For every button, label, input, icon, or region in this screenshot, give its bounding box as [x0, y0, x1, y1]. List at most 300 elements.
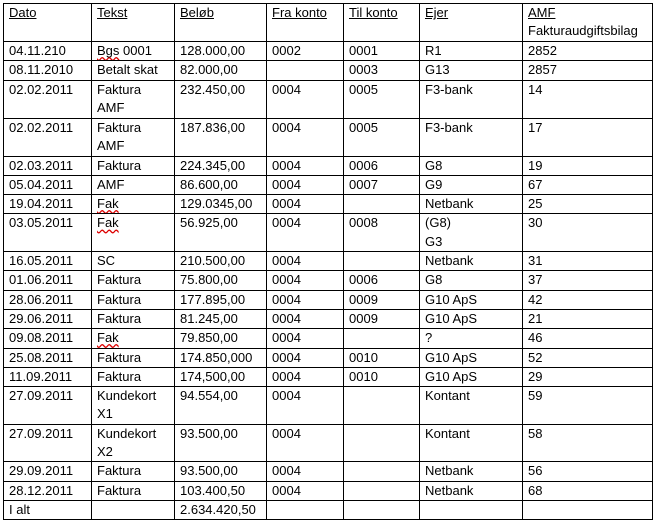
cell-fra-konto [267, 462, 344, 481]
cell-amf-text: 37 [528, 272, 543, 288]
cell-dato [4, 348, 92, 367]
cell-ejer [420, 271, 523, 290]
cell-belob [175, 481, 267, 500]
cell-fra-konto [267, 118, 344, 156]
table-row [4, 61, 653, 80]
cell-belob [175, 42, 267, 61]
cell-ejer-text: G10 ApS [425, 368, 478, 384]
cell-belob [175, 118, 267, 156]
cell-tekst-text: Faktura [97, 81, 142, 97]
header-dato: Dato [4, 4, 92, 42]
cell-ejer-text: G9 [425, 176, 443, 192]
cell-til-konto-text: 0006 [349, 157, 378, 173]
total-row [4, 500, 653, 519]
cell-tekst [92, 271, 175, 290]
header-fra-konto: Fra konto [267, 4, 344, 42]
cell-tekst-text: Kundekort [97, 388, 157, 404]
cell-amf [523, 424, 653, 462]
cell-dato [4, 271, 92, 290]
table-row [4, 195, 653, 214]
cell-amf [523, 462, 653, 481]
cell-ejer [420, 252, 523, 271]
cell-amf-text: 25 [528, 196, 543, 212]
cell-amf [523, 271, 653, 290]
cell-ejer [420, 462, 523, 481]
cell-amf-text: 58 [528, 425, 543, 441]
cell-tekst-text: Faktura [97, 157, 142, 173]
cell-dato [4, 367, 92, 386]
cell-ejer-text: G10 ApS [425, 310, 478, 326]
cell-dato [4, 195, 92, 214]
cell-belob-text: 174,500,00 [180, 368, 246, 384]
cell-dato-text: 29.06.2011 [9, 310, 74, 326]
cell-tekst-line2: X1 [97, 406, 113, 422]
cell-belob-text: 56.925,00 [180, 215, 238, 231]
cell-ejer [420, 156, 523, 175]
cell-dato [4, 290, 92, 309]
cell-fra-konto [267, 367, 344, 386]
cell-til-konto [344, 481, 420, 500]
cell-tekst [92, 156, 175, 175]
cell-dato-text: 16.05.2011 [9, 253, 74, 269]
cell-ejer-text: G13 [425, 62, 450, 78]
cell-tekst-rest: 0001 [119, 43, 152, 58]
cell-dato-text: 01.06.2011 [9, 272, 74, 288]
cell-belob [175, 424, 267, 462]
cell-dato-text: 28.12.2011 [9, 482, 74, 498]
cell-fra-konto [267, 252, 344, 271]
cell-amf [523, 61, 653, 80]
cell-til-konto-text: 0009 [349, 310, 378, 326]
cell-dato [4, 118, 92, 156]
cell-belob-text: 174.850,000 [180, 349, 253, 365]
cell-amf [523, 156, 653, 175]
cell-tekst-text: Kundekort [97, 425, 157, 441]
cell-tekst-text: AMF [97, 176, 125, 192]
cell-amf [523, 118, 653, 156]
table-row [4, 118, 653, 156]
table-row [4, 348, 653, 367]
cell-fra-konto [267, 309, 344, 328]
cell-til-konto [344, 252, 420, 271]
cell-tekst [92, 367, 175, 386]
cell-tekst [92, 195, 175, 214]
cell-ejer [420, 348, 523, 367]
table-row [4, 309, 653, 328]
cell-belob [175, 329, 267, 348]
cell-ejer-text: (G8) [425, 215, 451, 231]
cell-fra-konto [267, 271, 344, 290]
cell-tekst [92, 424, 175, 462]
cell-dato [4, 252, 92, 271]
cell-dato-text: 19.04.2011 [9, 196, 74, 212]
cell-ejer [420, 195, 523, 214]
cell-til-konto-text: 0006 [349, 272, 378, 288]
cell-amf-text: 2857 [528, 62, 557, 78]
cell-til-konto-text: 0008 [349, 215, 378, 231]
table-row [4, 214, 653, 252]
cell-ejer [420, 175, 523, 194]
cell-belob [175, 195, 267, 214]
cell-dato [4, 424, 92, 462]
cell-ejer-line2: G3 [425, 233, 443, 249]
cell-tekst-text [97, 43, 152, 58]
cell-fra-konto-text: 0004 [272, 330, 301, 346]
cell-ejer [420, 80, 523, 118]
cell-ejer [420, 118, 523, 156]
cell-belob-text: 81.245,00 [180, 310, 238, 326]
cell-dato-text: 29.09.2011 [9, 463, 74, 479]
cell-til-konto-text: 0003 [349, 62, 378, 78]
cell-amf-text: 56 [528, 463, 543, 479]
total-blank [267, 500, 344, 519]
cell-fra-konto-text: 0004 [272, 215, 301, 231]
cell-amf-text: 29 [528, 368, 543, 384]
cell-ejer [420, 309, 523, 328]
cell-dato-text: 09.08.2011 [9, 330, 74, 346]
cell-amf-text: 67 [528, 176, 543, 192]
cell-fra-konto [267, 175, 344, 194]
cell-amf-text: 52 [528, 349, 543, 365]
cell-til-konto [344, 329, 420, 348]
cell-amf [523, 290, 653, 309]
cell-til-konto-text: 0005 [349, 81, 378, 97]
cell-belob [175, 175, 267, 194]
cell-dato [4, 309, 92, 328]
cell-fra-konto [267, 156, 344, 175]
cell-ejer [420, 367, 523, 386]
cell-tekst-text: Fak [97, 330, 119, 346]
cell-tekst-text: Fak [97, 196, 119, 212]
cell-belob-text: 224.345,00 [180, 157, 246, 173]
cell-amf [523, 367, 653, 386]
cell-til-konto [344, 118, 420, 156]
cell-ejer [420, 290, 523, 309]
cell-amf [523, 175, 653, 194]
cell-fra-konto-text: 0002 [272, 43, 301, 58]
cell-belob-text: 86.600,00 [180, 176, 238, 192]
cell-amf-text: 21 [528, 310, 543, 326]
cell-belob [175, 309, 267, 328]
cell-fra-konto-text: 0004 [272, 253, 301, 269]
cell-ejer [420, 214, 523, 252]
cell-fra-konto-text: 0004 [272, 196, 301, 212]
cell-tekst [92, 175, 175, 194]
cell-tekst [92, 80, 175, 118]
ledger-table [3, 3, 653, 520]
cell-til-konto-text: 0009 [349, 291, 378, 307]
cell-belob [175, 367, 267, 386]
cell-ejer [420, 481, 523, 500]
cell-til-konto [344, 462, 420, 481]
cell-amf [523, 195, 653, 214]
header-amf: AMF Fakturaudgiftsbilag [523, 4, 653, 42]
cell-til-konto [344, 367, 420, 386]
cell-fra-konto-text: 0004 [272, 291, 301, 307]
cell-ejer [420, 42, 523, 61]
cell-belob-text: 187.836,00 [180, 119, 246, 135]
cell-tekst-text: Faktura [97, 291, 142, 307]
cell-tekst-text: Faktura [97, 368, 142, 384]
cell-belob [175, 252, 267, 271]
cell-til-konto [344, 271, 420, 290]
cell-fra-konto [267, 195, 344, 214]
cell-til-konto [344, 424, 420, 462]
cell-tekst-text: Faktura [97, 349, 142, 365]
cell-tekst-text: Faktura [97, 482, 142, 498]
cell-amf [523, 252, 653, 271]
cell-belob [175, 462, 267, 481]
cell-ejer-text: Netbank [425, 196, 474, 212]
cell-belob [175, 214, 267, 252]
cell-dato [4, 61, 92, 80]
cell-ejer-text: Kontant [425, 388, 470, 404]
cell-amf-text: 19 [528, 157, 543, 173]
cell-amf [523, 80, 653, 118]
cell-ejer-text: G10 ApS [425, 349, 478, 365]
cell-belob-text: 210.500,00 [180, 253, 246, 269]
cell-fra-konto-text: 0004 [272, 368, 301, 384]
cell-dato-text: 11.09.2011 [9, 368, 73, 384]
cell-fra-konto-text: 0004 [272, 388, 301, 404]
cell-tekst [92, 309, 175, 328]
cell-tekst-text: Faktura [97, 310, 142, 326]
cell-til-konto [344, 348, 420, 367]
cell-dato [4, 80, 92, 118]
cell-tekst-line2: X2 [97, 444, 113, 460]
cell-belob-text: 82.000,00 [180, 62, 238, 78]
cell-dato [4, 175, 92, 194]
cell-amf [523, 42, 653, 61]
cell-ejer [420, 424, 523, 462]
cell-tekst-text: Fak [97, 215, 119, 231]
cell-dato [4, 156, 92, 175]
cell-dato-text: 28.06.2011 [9, 291, 74, 307]
cell-fra-konto [267, 424, 344, 462]
total-amount: 2.634.420,50 [175, 500, 267, 519]
cell-fra-konto-text: 0004 [272, 81, 301, 97]
cell-belob [175, 387, 267, 425]
cell-tekst [92, 348, 175, 367]
cell-belob-text: 75.800,00 [180, 272, 238, 288]
cell-ejer-text: Netbank [425, 482, 474, 498]
cell-dato-text: 02.03.2011 [9, 157, 74, 173]
cell-dato [4, 462, 92, 481]
cell-amf [523, 214, 653, 252]
cell-dato [4, 481, 92, 500]
cell-dato-text: 25.08.2011 [9, 349, 74, 365]
cell-tekst [92, 214, 175, 252]
cell-fra-konto-text: 0004 [272, 272, 301, 288]
cell-til-konto-text: 0005 [349, 119, 378, 135]
cell-til-konto-text: 0001 [349, 43, 378, 58]
cell-til-konto-text: 0007 [349, 176, 378, 192]
cell-belob-text: 129.0345,00 [180, 196, 253, 212]
table-row [4, 387, 653, 425]
cell-tekst-word: Bgs [97, 43, 120, 58]
cell-tekst-text: SC [97, 253, 116, 269]
cell-til-konto [344, 290, 420, 309]
total-blank [420, 500, 523, 519]
table-row [4, 42, 653, 61]
cell-fra-konto [267, 329, 344, 348]
cell-ejer-text: ? [425, 330, 433, 346]
total-blank [344, 500, 420, 519]
cell-belob [175, 156, 267, 175]
cell-tekst-line2: AMF [97, 137, 125, 153]
cell-ejer-text: Netbank [425, 253, 474, 269]
header-fakturaudgiftsbilag: Fakturaudgiftsbilag [528, 23, 638, 39]
cell-fra-konto [267, 42, 344, 61]
cell-til-konto-text: 0010 [349, 368, 378, 384]
cell-til-konto [344, 195, 420, 214]
cell-tekst [92, 252, 175, 271]
cell-belob-text: 93.500,00 [180, 463, 238, 479]
cell-amf-text: 59 [528, 388, 543, 404]
cell-amf-text: 30 [528, 215, 543, 231]
cell-amf [523, 481, 653, 500]
cell-belob-text: 93.500,00 [180, 425, 238, 441]
cell-fra-konto-text: 0004 [272, 349, 301, 365]
cell-amf-text: 46 [528, 330, 543, 346]
cell-ejer-text: G10 ApS [425, 291, 478, 307]
cell-tekst [92, 462, 175, 481]
cell-til-konto [344, 80, 420, 118]
table-row [4, 424, 653, 462]
cell-belob [175, 80, 267, 118]
cell-amf [523, 329, 653, 348]
cell-til-konto [344, 175, 420, 194]
cell-belob-text: 177.895,00 [180, 291, 246, 307]
cell-dato [4, 387, 92, 425]
cell-fra-konto [267, 214, 344, 252]
cell-ejer-text: F3-bank [425, 81, 473, 97]
table-row [4, 252, 653, 271]
cell-til-konto-text: 0010 [349, 349, 378, 365]
cell-amf-text: 68 [528, 482, 543, 498]
cell-fra-konto [267, 387, 344, 425]
cell-belob-text: 232.450,00 [180, 81, 246, 97]
cell-ejer-text: Netbank [425, 463, 474, 479]
cell-fra-konto-text: 0004 [272, 310, 301, 326]
cell-til-konto [344, 156, 420, 175]
cell-til-konto [344, 214, 420, 252]
cell-tekst [92, 61, 175, 80]
cell-tekst-line2: AMF [97, 99, 125, 115]
cell-fra-konto-text: 0004 [272, 463, 301, 479]
header-tekst: Tekst [92, 4, 175, 42]
total-blank [523, 500, 653, 519]
cell-fra-konto-text: 0004 [272, 157, 301, 173]
cell-tekst-text: Betalt skat [97, 62, 158, 78]
cell-ejer-text: G8 [425, 272, 443, 288]
table-row [4, 156, 653, 175]
cell-ejer [420, 387, 523, 425]
cell-dato-text: 03.05.2011 [9, 215, 74, 231]
cell-tekst [92, 42, 175, 61]
cell-fra-konto [267, 61, 344, 80]
header-belob: Beløb [175, 4, 267, 42]
cell-tekst-text: Faktura [97, 119, 142, 135]
cell-ejer [420, 329, 523, 348]
cell-amf [523, 348, 653, 367]
total-label: I alt [4, 500, 92, 519]
total-blank [92, 500, 175, 519]
header-ejer: Ejer [420, 4, 523, 42]
cell-fra-konto-text: 0004 [272, 482, 301, 498]
cell-tekst [92, 290, 175, 309]
cell-belob [175, 348, 267, 367]
table-row [4, 175, 653, 194]
cell-tekst [92, 329, 175, 348]
cell-amf [523, 309, 653, 328]
cell-tekst-text: Faktura [97, 272, 142, 288]
cell-dato-text: 02.02.2011 [9, 119, 74, 135]
cell-amf-text: 2852 [528, 43, 557, 58]
table-row [4, 290, 653, 309]
cell-dato-text: 02.02.2011 [9, 81, 74, 97]
cell-til-konto [344, 387, 420, 425]
cell-til-konto [344, 309, 420, 328]
table-row [4, 80, 653, 118]
cell-ejer-text: Kontant [425, 425, 470, 441]
cell-dato [4, 329, 92, 348]
cell-ejer [420, 61, 523, 80]
table-row [4, 271, 653, 290]
cell-fra-konto [267, 80, 344, 118]
cell-ejer-text: G8 [425, 157, 443, 173]
cell-fra-konto [267, 290, 344, 309]
header-row [4, 4, 653, 42]
cell-belob-text: 79.850,00 [180, 330, 238, 346]
table-row [4, 367, 653, 386]
table-row [4, 481, 653, 500]
cell-til-konto [344, 61, 420, 80]
cell-dato-text: 27.09.2011 [9, 425, 74, 441]
cell-belob [175, 290, 267, 309]
cell-amf [523, 387, 653, 425]
cell-tekst [92, 481, 175, 500]
cell-belob-text: 103.400,50 [180, 482, 246, 498]
cell-tekst-text: Faktura [97, 463, 142, 479]
table-row [4, 462, 653, 481]
cell-tekst [92, 118, 175, 156]
cell-belob [175, 271, 267, 290]
cell-fra-konto-text: 0004 [272, 119, 301, 135]
cell-belob [175, 61, 267, 80]
cell-dato [4, 42, 92, 61]
cell-amf-text: 31 [528, 253, 543, 269]
cell-ejer-text: F3-bank [425, 119, 473, 135]
cell-dato [4, 214, 92, 252]
cell-belob-text: 128.000,00 [180, 43, 246, 58]
cell-dato-text: 27.09.2011 [9, 388, 74, 404]
cell-fra-konto [267, 481, 344, 500]
cell-dato-text: 04.11.210 [9, 43, 66, 58]
cell-amf-text: 17 [528, 119, 543, 135]
cell-amf-text: 42 [528, 291, 543, 307]
cell-fra-konto-text: 0004 [272, 425, 301, 441]
cell-fra-konto [267, 348, 344, 367]
cell-ejer-text: R1 [425, 43, 442, 58]
cell-fra-konto-text: 0004 [272, 176, 301, 192]
cell-dato-text: 05.04.2011 [9, 176, 74, 192]
cell-belob-text: 94.554,00 [180, 388, 238, 404]
cell-dato-text: 08.11.2010 [9, 62, 74, 78]
table-row [4, 329, 653, 348]
header-til-konto: Til konto [344, 4, 420, 42]
cell-til-konto [344, 42, 420, 61]
